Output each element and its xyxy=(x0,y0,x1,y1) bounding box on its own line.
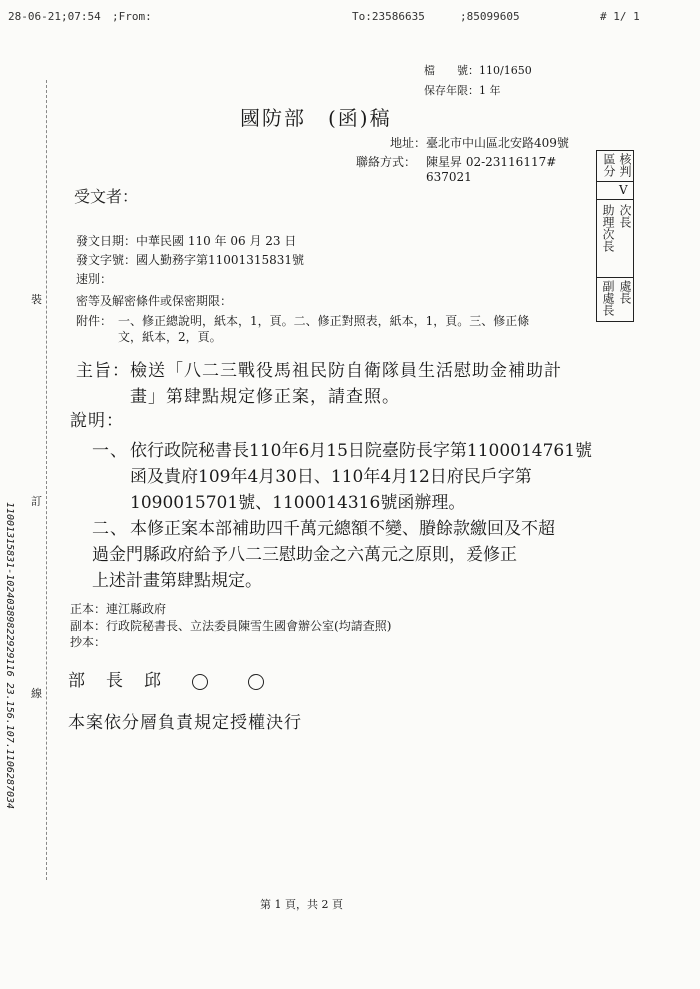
main-recipient-label: 正本： xyxy=(70,602,107,616)
fax-datetime: 28-06-21;07:54 xyxy=(8,10,101,23)
explanation-label: 說明： xyxy=(70,411,124,431)
document-number-label: 發文字號： xyxy=(76,253,137,267)
seal-circle-2-icon xyxy=(248,674,264,690)
decision-col1: 核判 xyxy=(618,153,632,177)
fax-from: ;From: xyxy=(112,10,152,23)
explanation-item2-line3: 上述計畫第肆點規定。 xyxy=(92,571,262,591)
address xyxy=(356,134,569,151)
attachment-label: 附件： xyxy=(76,314,113,328)
decision-row3-b: 副處長 xyxy=(601,280,615,316)
retention-value: 1 年 xyxy=(479,84,501,97)
explanation-item1-line1: 依行政院秘書長110年6月15日院臺防長字第1100014761號 xyxy=(130,441,593,461)
main-recipient xyxy=(70,600,166,617)
explanation-item1-line2: 函及貴府109年4月30日、110年4月12日府民戶字第 xyxy=(130,467,532,487)
contact-label: 聯絡方式： xyxy=(356,155,417,169)
fax-page: # 1/ 1 xyxy=(600,10,640,23)
attachment-line-1: 一、修正總說明，紙本，1，頁。二、修正對照表，紙本，1，頁。三、修正條 xyxy=(118,314,530,328)
decision-row-3 xyxy=(597,277,633,322)
minister-signature xyxy=(68,666,264,691)
decision-row-2 xyxy=(597,199,633,278)
copy-recipient-label: 副本： xyxy=(70,619,107,633)
main-recipient-value: 連江縣政府 xyxy=(106,602,167,616)
retention-period xyxy=(424,82,501,98)
document-number xyxy=(76,251,304,268)
issue-date-label: 發文日期： xyxy=(76,234,137,248)
speed-label: 速別： xyxy=(76,272,113,286)
decision-box xyxy=(596,150,634,322)
margin-serial: 11001315831-10240389822929116 23.156.107.1106287034 xyxy=(4,502,15,810)
explanation-item1-line3: 1090015701號、1100014316號函辦理。 xyxy=(130,493,466,513)
fax-to: To:23586635 xyxy=(352,10,425,23)
fax-ref: ;85099605 xyxy=(460,10,520,23)
decision-check-mark: V xyxy=(619,183,628,197)
decision-col2: 區分 xyxy=(602,153,616,177)
minister-label: 部 長 邱 xyxy=(68,671,163,691)
binding-mark-1: 裝 xyxy=(31,293,42,306)
file-number-label: 檔 號： xyxy=(424,64,479,77)
binding-mark-2: 訂 xyxy=(31,495,42,508)
subject-line-2: 畫」第肆點規定修正案，請查照。 xyxy=(130,387,400,407)
recipient-label: 受文者： xyxy=(74,187,139,206)
file-number-value: 110/1650 xyxy=(479,64,532,77)
copy-recipient xyxy=(70,617,391,634)
retention-label: 保存年限： xyxy=(424,84,479,97)
subject-label: 主旨： xyxy=(76,361,130,381)
contact-value-2: 637021 xyxy=(426,170,472,184)
cc-label: 抄本： xyxy=(70,635,107,649)
decision-row2-a: 次長 xyxy=(618,204,632,228)
subject-line-1: 檢送「八二三戰役馬祖民防自衛隊員生活慰助金補助計 xyxy=(130,361,562,381)
secrecy-label: 密等及解密條件或保密期限： xyxy=(76,294,233,308)
address-label: 地址： xyxy=(389,136,426,150)
seal-circle-1-icon xyxy=(192,674,208,690)
authority-note: 本案依分層負責規定授權決行 xyxy=(68,713,302,733)
decision-row2-b: 助理次長 xyxy=(601,204,615,252)
explanation-item2-line1: 本修正案本部補助四千萬元總額不變、賸餘款繳回及不超 xyxy=(130,519,555,539)
explanation-item1-num: 一、 xyxy=(92,441,128,461)
document-title: 國防部 (函)稿 xyxy=(240,106,392,130)
file-number xyxy=(424,62,532,78)
binding-mark-3: 線 xyxy=(31,687,42,700)
binding-line xyxy=(46,80,47,880)
contact-value-1: 陳星昇 02-23116117# xyxy=(426,155,557,169)
decision-check-row xyxy=(597,181,633,200)
issue-date-value: 中華民國 110 年 06 月 23 日 xyxy=(136,234,297,248)
explanation-item2-num: 二、 xyxy=(92,519,128,539)
attachment-line-2: 文，紙本，2，頁。 xyxy=(118,330,222,344)
contact xyxy=(356,153,556,170)
document-number-value: 國人勤務字第11001315831號 xyxy=(136,253,304,267)
decision-row3-a: 處長 xyxy=(618,280,632,304)
explanation-item2-line2: 過金門縣政府給予八二三慰助金之六萬元之原則，爰修正 xyxy=(92,545,517,565)
page-footer: 第 1 頁，共 2 頁 xyxy=(260,898,343,911)
copy-recipient-value: 行政院秘書長、立法委員陳雪生國會辦公室(均請查照) xyxy=(106,619,392,633)
issue-date xyxy=(76,232,296,249)
address-value: 臺北市中山區北安路409號 xyxy=(426,136,569,150)
